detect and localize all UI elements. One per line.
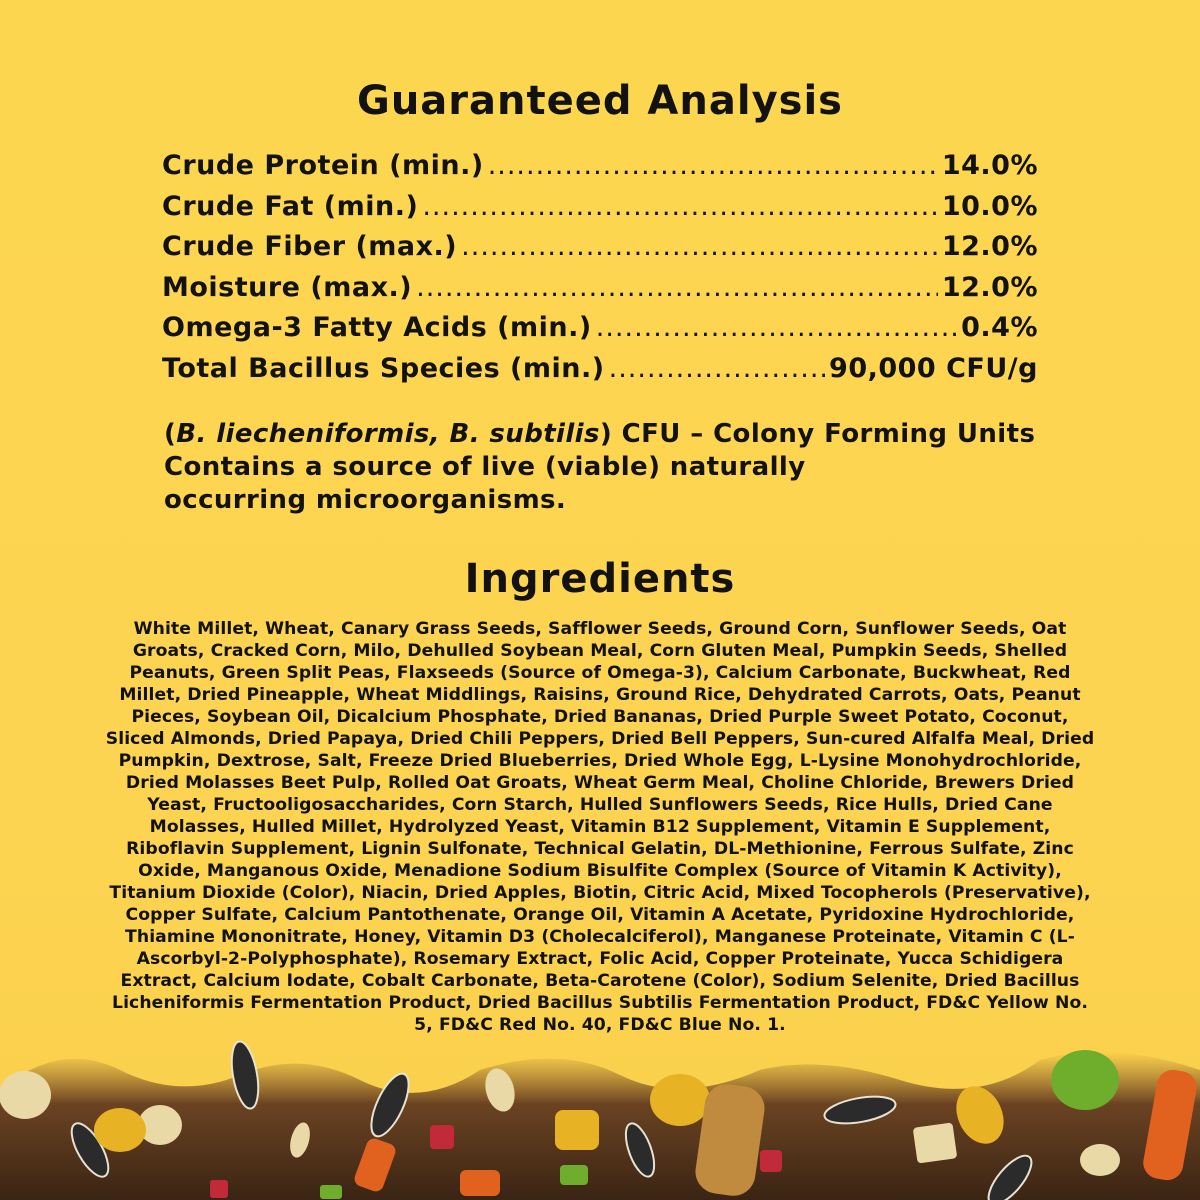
guaranteed-analysis-title: Guaranteed Analysis <box>357 78 843 124</box>
leader-dots <box>416 272 938 303</box>
cfu-definition: CFU – Colony Forming Units <box>612 419 1036 449</box>
analysis-value: 90,000 CFU/g <box>829 352 1038 384</box>
leader-dots <box>488 150 938 181</box>
analysis-row <box>162 150 1038 191</box>
leader-dots <box>422 191 938 222</box>
analysis-name: Total Bacillus Species (min.) <box>162 352 605 384</box>
analysis-row <box>162 191 1038 232</box>
analysis-value: 12.0% <box>941 271 1038 303</box>
analysis-name: Moisture (max.) <box>162 271 413 303</box>
leader-dots <box>609 353 825 384</box>
analysis-name: Crude Fiber (max.) <box>162 231 458 262</box>
analysis-row <box>162 231 1038 272</box>
bacillus-note-line2: Contains a source of live (viable) naturally <box>164 452 806 482</box>
leader-dots <box>461 231 938 262</box>
note-paren-close: ) <box>599 419 613 449</box>
analysis-value: 0.4% <box>961 312 1038 343</box>
bacillus-species: B. liecheniformis, B. subtilis <box>176 419 600 449</box>
guaranteed-analysis-table <box>162 150 1038 393</box>
ingredients-title: Ingredients <box>464 556 736 602</box>
analysis-name: Crude Fat (min.) <box>162 190 419 222</box>
note-paren-open: ( <box>164 419 177 449</box>
analysis-name: Crude Protein (min.) <box>162 150 484 181</box>
analysis-row <box>162 312 1038 353</box>
ingredients-list: White Millet, Wheat, Canary Grass Seeds, Safflower Seeds, Ground Corn, Sunflower Seeds, Oat Groats, Cracked Corn, Milo, Dehulled Soybean Meal, Corn Gluten Meal, Pumpkin Seeds, Shelled Peanuts, Green Split Peas, Flaxseeds (Source of Omega-3), Calcium Carbonate, Buckwheat, Red Millet, Dried Pineapple, Wheat Middlings, Raisins, Ground Rice, Dehydrated Carrots, Oats, Peanut Pieces, Soybean Oil, Dicalcium Phosphate, Dried Bananas, Dried Purple Sweet Potato, Coconut, Sliced Almonds, Dried Papaya, Dried Chili Peppers, Dried Bell Peppers, Sun-cured Alfalfa Meal, Dried Pumpkin, Dextrose, Salt, Freeze Dried Blueberries, Dried Whole Egg, L-Lysine Monohydrochloride, Dried Molasses Beet Pulp, Rolled Oat Groats, Wheat Germ Meal, Choline Chloride, Brewers Dried Yeast, Fructooligosaccharides, Corn Starch, Hulled Sunflowers Seeds, Rice Hulls, Dried Cane Molasses, Hulled Millet, Hydrolyzed Yeast, Vitamin B12 Supplement, Vitamin E Supplement, Riboflavin Supplement, Lignin Sulfonate, Technical Gelatin, DL-Methionine, Ferrous Sulfate, Zinc Oxide, Manganous Oxide, Menadione Sodium Bisulfite Complex (Source of Vitamin K Activity), Titanium Dioxide (Color), Niacin, Dried Apples, Biotin, Citric Acid, Mixed Tocopherols (Preservative), Copper Sulfate, Calcium Pantothenate, Orange Oil, Vitamin A Acetate, Pyridoxine Hydrochloride, Thiamine Mononitrate, Honey, Vitamin D3 (Cholecalciferol), Manganese Proteinate, Vitamin C (L-Ascorbyl-2-Polyphosphate), Rosemary Extract, Folic Acid, Copper Proteinate, Yucca Schidigera Extract, Calcium Iodate, Cobalt Carbonate, Beta-Carotene (Color), Sodium Selenite, Dried Bacillus Licheniformis Fermentation Product, Dried Bacillus Subtilis Fermentation Product, FD&C Yellow No. 5, FD&C Red No. 40, FD&C Blue No. 1. <box>105 619 1095 1035</box>
bacillus-note <box>164 418 1064 517</box>
analysis-value: 10.0% <box>941 190 1038 222</box>
analysis-value: 14.0% <box>941 150 1038 181</box>
analysis-name: Omega-3 Fatty Acids (min.) <box>162 312 592 343</box>
analysis-row <box>162 353 1038 394</box>
bacillus-note-line3: occurring microorganisms. <box>164 485 567 515</box>
analysis-row <box>162 272 1038 313</box>
leader-dots <box>596 312 957 343</box>
seed-mix-photo <box>0 1030 1200 1200</box>
bacillus-note-line1 <box>164 418 1064 451</box>
analysis-value: 12.0% <box>941 231 1038 262</box>
